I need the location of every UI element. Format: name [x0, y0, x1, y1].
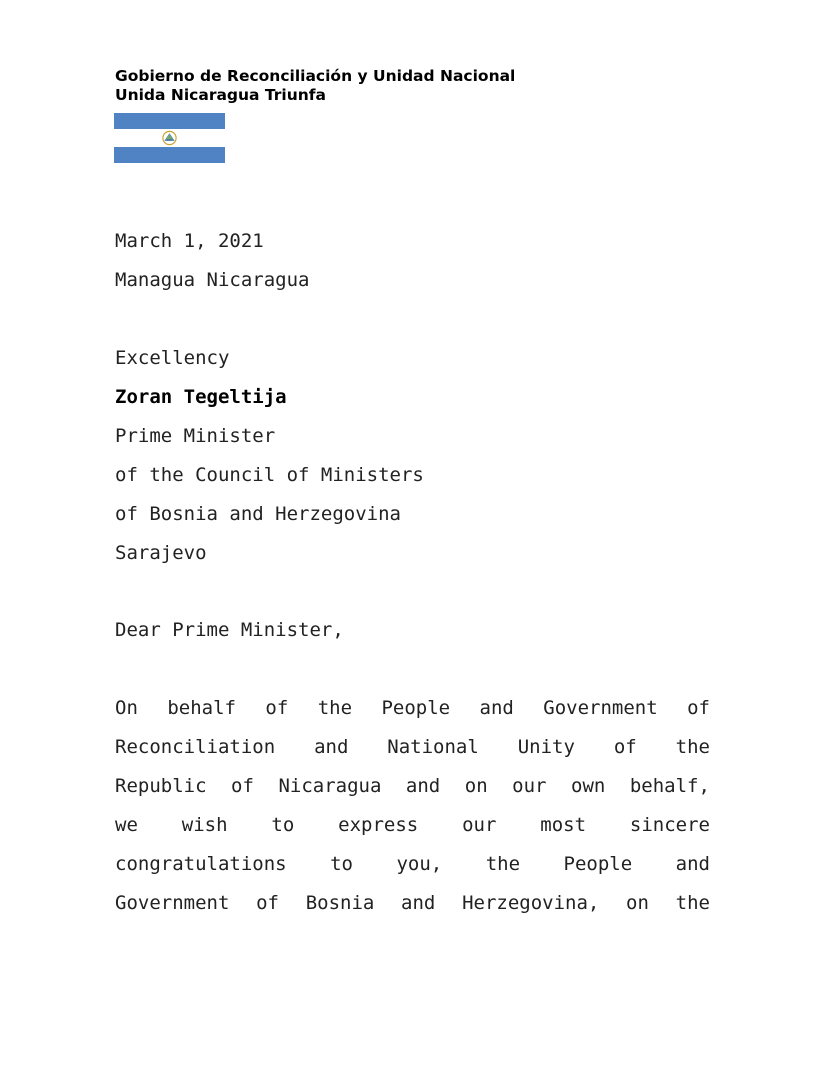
body-word: congratulations	[115, 853, 287, 875]
body-word: and	[314, 736, 349, 758]
body-word: Nicaragua	[278, 775, 382, 797]
body-word: our	[462, 814, 497, 836]
recipient-honorific: Excellency	[115, 347, 230, 369]
body-word: we	[115, 814, 138, 836]
body-word: Government	[115, 892, 230, 914]
body-word: the	[675, 736, 710, 758]
nicaragua-flag-icon	[114, 113, 225, 163]
body-word: Herzegovina,	[462, 892, 600, 914]
body-word: wish	[181, 814, 228, 836]
date-block	[115, 222, 710, 300]
body-word: express	[338, 814, 419, 836]
recipient-office: of the Council of Ministers	[115, 464, 424, 486]
body-word: own	[571, 775, 606, 797]
body-word: to	[330, 853, 353, 875]
body-line	[115, 845, 710, 884]
coat-of-arms-icon	[160, 130, 179, 146]
body-word: behalf	[167, 697, 236, 719]
body-word: sincere	[629, 814, 710, 836]
greeting-block	[115, 611, 710, 650]
body-line	[115, 689, 710, 728]
body-word: National	[387, 736, 479, 758]
recipient-city: Sarajevo	[115, 542, 207, 564]
recipient-title: Prime Minister	[115, 425, 276, 447]
body-word: to	[271, 814, 295, 836]
body-word: People	[381, 697, 451, 719]
body-line	[115, 767, 710, 806]
recipient-country: of Bosnia and Herzegovina	[115, 503, 401, 525]
body-word: Bosnia	[305, 892, 375, 914]
letter-place: Managua Nicaragua	[115, 269, 310, 291]
body-word: and	[479, 697, 514, 719]
flag-bottom-stripe	[114, 147, 225, 163]
letterhead-slogan: Unida Nicaragua Triunfa	[115, 86, 327, 104]
body-word: Reconciliation	[115, 736, 276, 758]
recipient-name: Zoran Tegeltija	[115, 386, 287, 408]
body-line	[115, 728, 710, 767]
body-word: and	[401, 892, 436, 914]
body-line	[115, 806, 710, 845]
body-word: of	[231, 775, 254, 797]
body-word: the	[317, 697, 353, 719]
body-word: of	[687, 697, 710, 719]
body-word: Unity	[517, 736, 575, 758]
body-word: and	[675, 853, 710, 875]
body-word: our	[512, 775, 547, 797]
body-word: People	[563, 853, 633, 875]
letterhead-government-name: Gobierno de Reconciliación y Unidad Nacional	[115, 67, 516, 85]
body-word: of	[265, 697, 289, 719]
body-word: Government	[543, 697, 658, 719]
body-word: On	[115, 697, 138, 719]
letter-date: March 1, 2021	[115, 230, 264, 252]
body-word: you,	[396, 853, 443, 875]
body-word: Republic	[115, 775, 207, 797]
letter-body-paragraph	[115, 689, 710, 923]
body-word: of	[613, 736, 637, 758]
body-word: on	[626, 892, 649, 914]
body-word: of	[256, 892, 279, 914]
body-word: the	[675, 892, 710, 914]
letterhead	[115, 67, 515, 105]
body-word: most	[540, 814, 587, 836]
flag-top-stripe	[114, 113, 225, 129]
recipient-block	[115, 339, 710, 573]
body-word: behalf,	[629, 775, 710, 797]
body-word: the	[485, 853, 521, 875]
body-word: and	[405, 775, 441, 797]
letter-greeting: Dear Prime Minister,	[115, 619, 344, 641]
body-line	[115, 884, 710, 923]
body-word: on	[464, 775, 488, 797]
